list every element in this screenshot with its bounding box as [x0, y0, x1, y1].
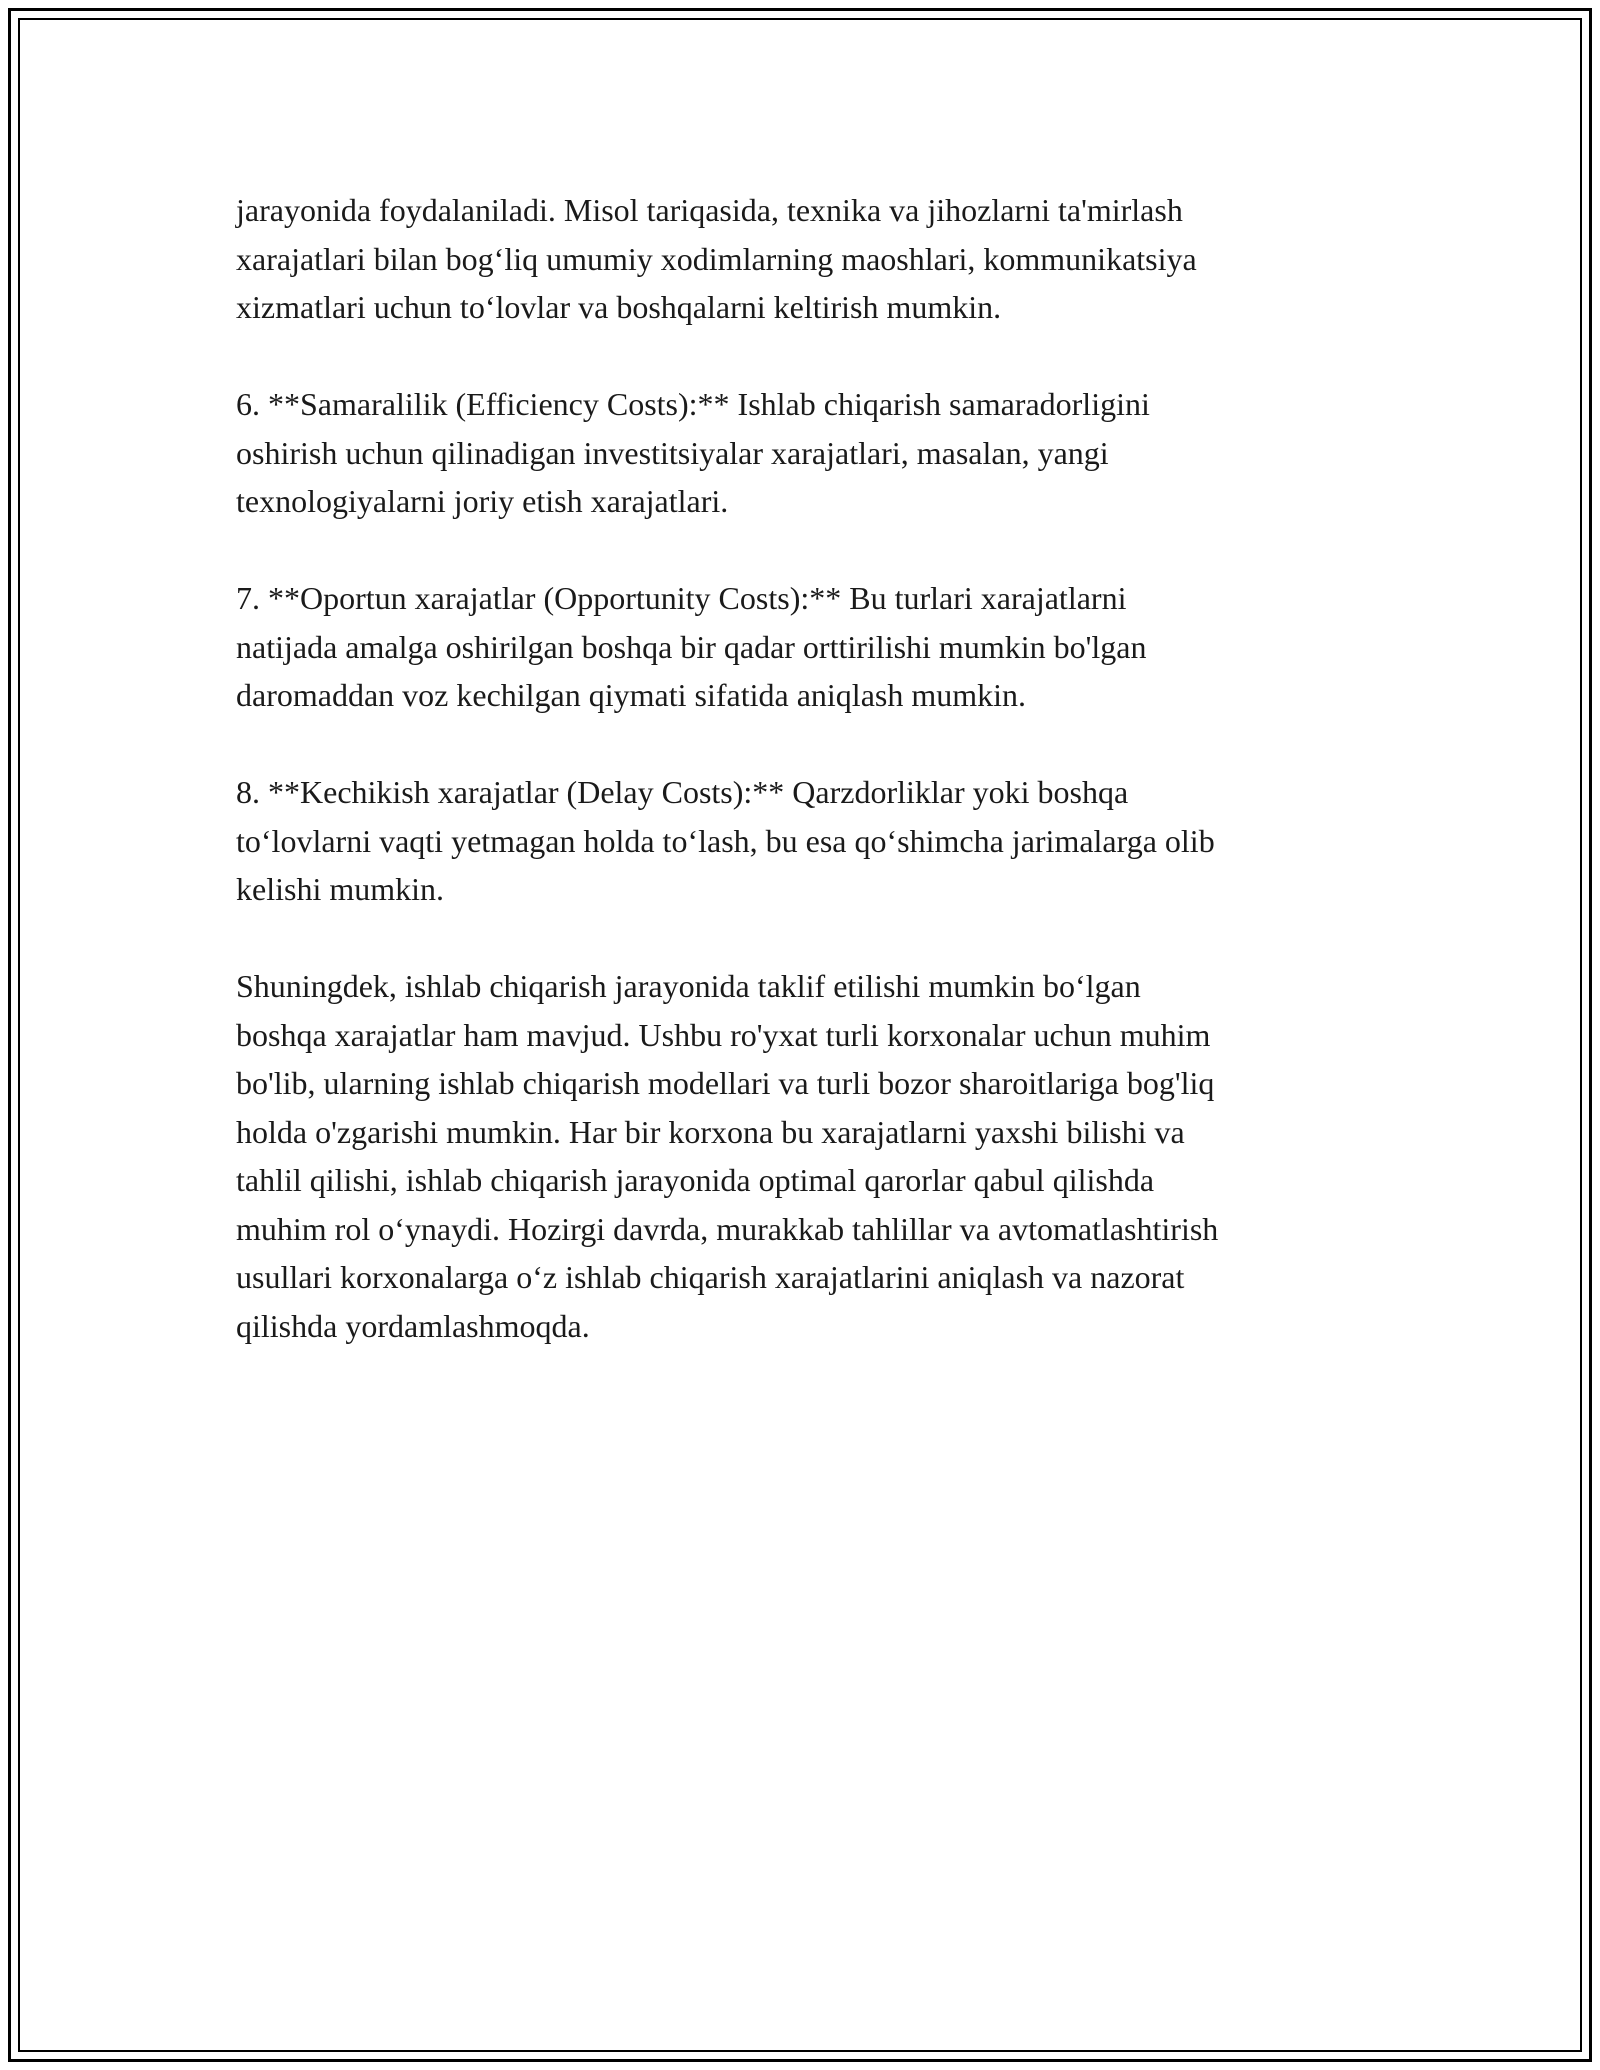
paragraph-item-6-efficiency-costs: 6. **Samaralilik (Efficiency Costs):** Ishlab chiqarish samaradorligini oshirish uchun qilinadigan investitsiyalar xarajatlari, masalan, yangi texnologiyalarni joriy etish xarajatlari. — [236, 386, 1150, 519]
document-body — [236, 186, 1376, 1399]
paragraph-item-7-opportunity-costs: 7. **Oportun xarajatlar (Opportunity Costs):** Bu turlari xarajatlarni natijada amalga oshirilgan boshqa bir qadar orttirilishi mumkin bo'lgan daromaddan voz kechilgan qiymati sifatida aniqlash mumkin. — [236, 580, 1147, 713]
paragraph-conclusion: Shuningdek, ishlab chiqarish jarayonida taklif etilishi mumkin bo‘lgan boshqa xarajatlar ham mavjud. Ushbu ro'yxat turli korxonalar uchun muhim bo'lib, ularning ishlab chiqarish modellari va turli bozor sharoitlariga bog'liq holda o'zgarishi mumkin. Har bir korxona bu xarajatlarni yaxshi bilishi va tahlil qilishi, ishlab chiqarish jarayonida optimal qarorlar qabul qilishda muhim rol o‘ynaydi. Hozirgi davrda, murakkab tahlillar va avtomatlashtirish usullari korxonalarga o‘z ishlab chiqarish xarajatlarini aniqlash va nazorat qilishda yordamlashmoqda. — [236, 968, 1219, 1344]
paragraph-item-8-delay-costs: 8. **Kechikish xarajatlar (Delay Costs):** Qarzdorliklar yoki boshqa to‘lovlarni vaqti yetmagan holda to‘lash, bu esa qo‘shimcha jarimalarga olib kelishi mumkin. — [236, 774, 1215, 907]
paragraph-continuation: jarayonida foydalaniladi. Misol tariqasida, texnika va jihozlarni ta'mirlash xarajatlari bilan bog‘liq umumiy xodimlarning maoshlari, kommunikatsiya xizmatlari uchun to‘lovlar va boshqalarni keltirish mumkin. — [236, 192, 1197, 325]
